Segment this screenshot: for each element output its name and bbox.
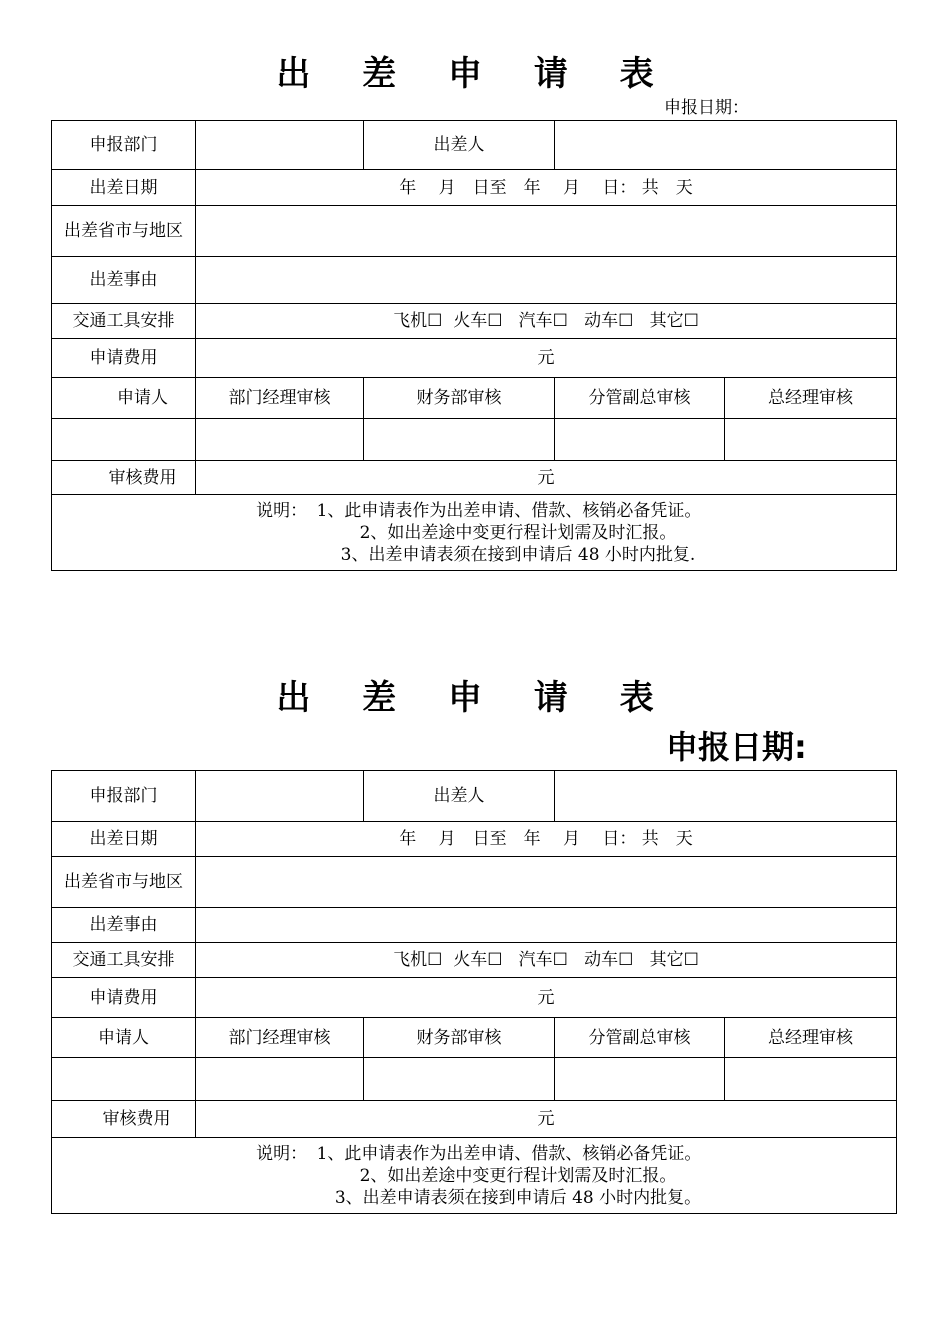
- transport-options[interactable]: 飞机☐ 火车☐ 汽车☐ 动车☐ 其它☐: [196, 943, 897, 978]
- fee-field[interactable]: 元: [196, 339, 897, 378]
- dept-field[interactable]: [196, 771, 364, 822]
- traveler-label: 出差人: [364, 121, 555, 170]
- vp-sign[interactable]: [555, 1058, 725, 1101]
- region-field[interactable]: [196, 857, 897, 908]
- dept-mgr-sign[interactable]: [196, 419, 364, 461]
- vp-label: 分管副总审核: [555, 1018, 725, 1058]
- form-1-table: [51, 120, 897, 571]
- form-1-title: 出 差 申 请 表: [276, 54, 674, 94]
- audit-fee-label: 审核费用: [52, 1101, 196, 1138]
- travel-date-field[interactable]: 年 月 日至 年 月 日： 共 天: [196, 822, 897, 857]
- audit-fee-field[interactable]: 元: [196, 461, 897, 495]
- gm-label: 总经理审核: [725, 1018, 897, 1058]
- form-2-report-date-label: 申报日期:: [666, 728, 807, 766]
- applicant-label: 申请人: [52, 378, 196, 419]
- dept-field[interactable]: [196, 121, 364, 170]
- transport-label: 交通工具安排: [52, 304, 196, 339]
- applicant-label: 申请人: [52, 1018, 196, 1058]
- traveler-label: 出差人: [364, 771, 555, 822]
- form-2-title: 出 差 申 请 表: [276, 678, 674, 718]
- travel-date-label: 出差日期: [52, 822, 196, 857]
- finance-sign[interactable]: [364, 419, 555, 461]
- notes-label: 说明：: [256, 500, 308, 521]
- region-label: 出差省市与地区: [52, 857, 196, 908]
- finance-label: 财务部审核: [364, 1018, 555, 1058]
- transport-label: 交通工具安排: [52, 943, 196, 978]
- applicant-sign[interactable]: [52, 1058, 196, 1101]
- dept-label: 申报部门: [52, 771, 196, 822]
- note-1: 1、此申请表作为出差申请、借款、核销必备凭证。: [316, 1143, 702, 1164]
- gm-sign[interactable]: [725, 1058, 897, 1101]
- fee-field[interactable]: 元: [196, 978, 897, 1018]
- finance-sign[interactable]: [364, 1058, 555, 1101]
- note-2: 2、如出差途中变更行程计划需及时汇报。: [359, 1165, 677, 1186]
- vp-label: 分管副总审核: [555, 378, 725, 419]
- dept-mgr-label: 部门经理审核: [196, 1018, 364, 1058]
- notes: [52, 1138, 897, 1214]
- dept-label: 申报部门: [52, 121, 196, 170]
- reason-field[interactable]: [196, 257, 897, 304]
- notes: [52, 495, 897, 571]
- dept-mgr-label: 部门经理审核: [196, 378, 364, 419]
- applicant-sign[interactable]: [52, 419, 196, 461]
- form-2-table: [51, 770, 897, 1214]
- travel-date-field[interactable]: 年 月 日至 年 月 日： 共 天: [196, 170, 897, 206]
- audit-fee-label: 审核费用: [52, 461, 196, 495]
- vp-sign[interactable]: [555, 419, 725, 461]
- gm-sign[interactable]: [725, 419, 897, 461]
- reason-label: 出差事由: [52, 908, 196, 943]
- note-3: 3、出差申请表须在接到申请后 48 小时内批复。: [334, 1187, 702, 1208]
- finance-label: 财务部审核: [364, 378, 555, 419]
- region-field[interactable]: [196, 206, 897, 257]
- traveler-field[interactable]: [555, 121, 897, 170]
- note-2: 2、如出差途中变更行程计划需及时汇报。: [359, 522, 677, 543]
- fee-label: 申请费用: [52, 978, 196, 1018]
- region-label: 出差省市与地区: [52, 206, 196, 257]
- traveler-field[interactable]: [555, 771, 897, 822]
- dept-mgr-sign[interactable]: [196, 1058, 364, 1101]
- note-3: 3、出差申请表须在接到申请后 48 小时内批复.: [340, 544, 696, 565]
- note-1: 1、此申请表作为出差申请、借款、核销必备凭证。: [316, 500, 702, 521]
- reason-field[interactable]: [196, 908, 897, 943]
- fee-label: 申请费用: [52, 339, 196, 378]
- audit-fee-field[interactable]: 元: [196, 1101, 897, 1138]
- form-1-report-date-label: 申报日期：: [664, 98, 749, 118]
- notes-label: 说明：: [256, 1143, 308, 1164]
- reason-label: 出差事由: [52, 257, 196, 304]
- travel-date-label: 出差日期: [52, 170, 196, 206]
- transport-options[interactable]: 飞机☐ 火车☐ 汽车☐ 动车☐ 其它☐: [196, 304, 897, 339]
- gm-label: 总经理审核: [725, 378, 897, 419]
